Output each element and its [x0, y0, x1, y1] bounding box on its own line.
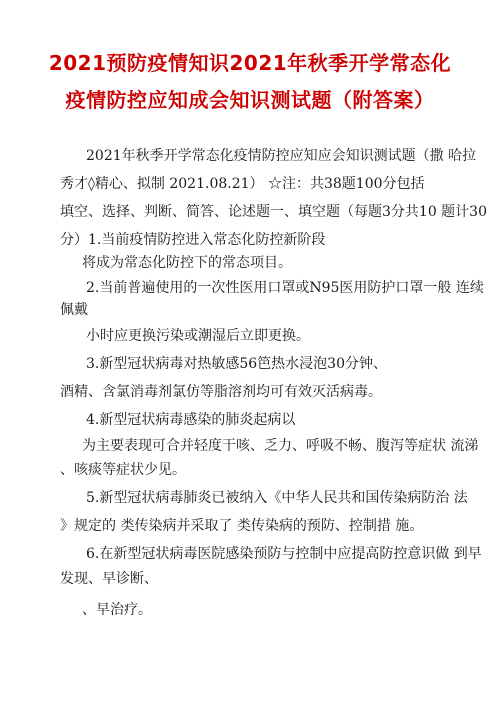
- body-line: 佩戴: [60, 302, 88, 318]
- document-title-line-2: 疫情防控应知成会知识测试题（附答案）: [65, 88, 435, 112]
- body-line: 》规定的 类传染病并采取了 类传染病的预防、控制措 施。: [60, 518, 424, 534]
- body-line: 、早治疗。: [82, 602, 152, 618]
- body-line: 分）1.当前疫情防控进入常态化防控新阶段: [60, 232, 326, 248]
- body-line: 为主要表现可合并轻度干咳、乏力、呼吸不畅、腹泻等症状 流涕: [82, 438, 479, 454]
- body-line: 5.新型冠状病毒肺炎已被纳入《中华人民共和国传染病防治 法: [86, 490, 468, 506]
- body-line: 、咳痰等症状少见。: [60, 462, 186, 478]
- body-line: 酒精、含氯消毒剂氯仿等脂溶剂均可有效灭活病毒。: [60, 384, 382, 400]
- document-title-line-1: 2021预防疫情知识2021年秋季开学常态化: [48, 51, 452, 75]
- body-line: 秀才◊精心、拟制 2021.08.21） ☆注：共38题100分包括: [60, 176, 425, 192]
- body-line: 6.在新型冠状病毒医院感染预防与控制中应提高防控意识做 到早: [86, 546, 482, 562]
- body-line: 发现、早诊断、: [60, 571, 158, 587]
- body-line: 2021年秋季开学常态化疫情防控应知应会知识测试题（撒 哈拉: [86, 148, 477, 164]
- body-line: 3.新型冠状病毒对热敏感56笆热水浸泡30分钟、: [86, 356, 387, 372]
- body-line: 2.当前普遍使用的一次性医用口罩或N95医用防护口罩一般 连续: [86, 280, 484, 296]
- body-line: 将成为常态化防控下的常态项目。: [82, 255, 292, 271]
- body-line: 填空、选择、判断、简答、论述题一、填空题（每题3分共10 题计30: [60, 204, 487, 220]
- body-line: 小时应更换污染或潮湿后立即更换。: [86, 328, 310, 344]
- body-line: 4.新型冠状病毒感染的肺炎起病以: [86, 412, 296, 428]
